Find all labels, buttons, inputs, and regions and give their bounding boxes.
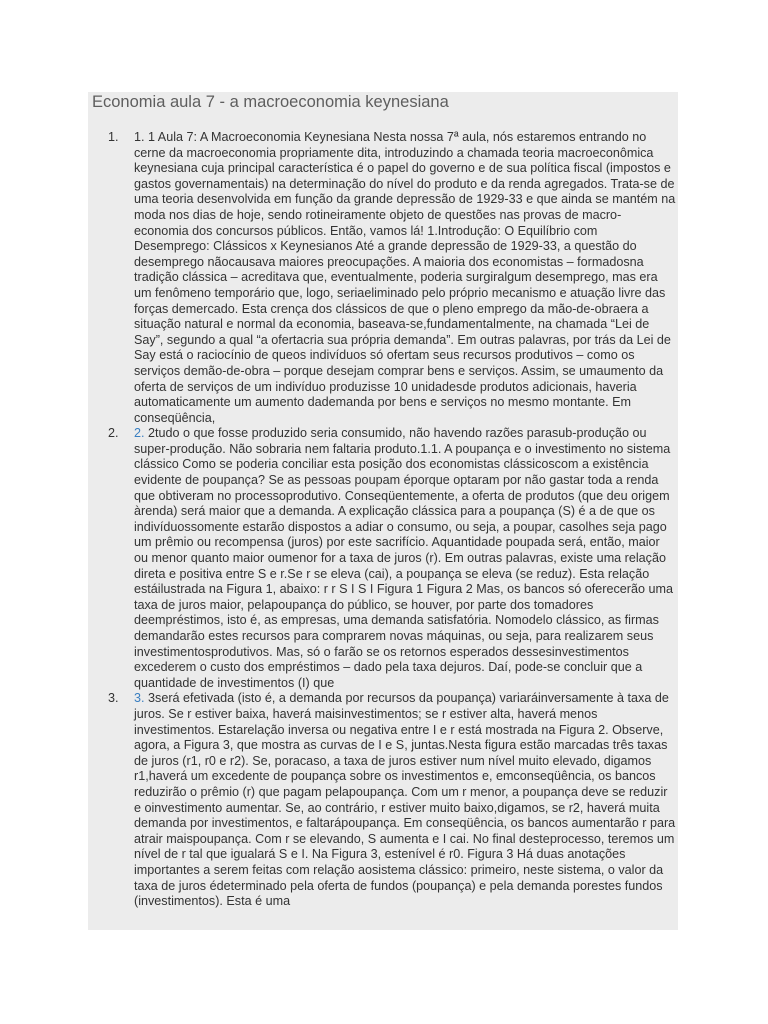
item-text: 1. 1 Aula 7: A Macroeconomia Keynesiana Nesta nossa 7ª aula, nós estaremos entrando no cerne da macroeconomia propriamente dita, introduzindo a chamada teoria macroeconômica keynesiana cuja principal característica é o papel do governo e de sua política fiscal (impostos e gastos governamentais) na determinação do nível do produto e da renda agregados. Trata-se de uma teoria desenvolvida em função da grande depressão de 1929-33 e que ainda se mantém na moda nos dias de hoje, sendo rotineiramente objeto de questões nas provas de macro- economia dos concursos públicos. Então, vamos lá! 1.Introdução: O Equilíbrio com Desemprego: Clássicos x Keynesianos Até a grande depressão de 1929-33, a questão do desemprego nãocausava maiores preocupações. A maioria dos economistas – formadosna tradição clássica – acreditava que, eventualmente, poderia surgiralgum desemprego, mas era um fenômeno temporário que, logo, seriaeliminado pelo próprio mecanismo e atuação livre das forças demercado. Esta crença dos clássicos de que o pleno emprego da mão-de-obraera a situação natural e normal da economia, baseava-se,fundamentalmente, na chamada “Lei de Say”, segundo a qual “a ofertacria sua própria demanda”. Em outras palavras, por trás da Lei de Say está o raciocínio de queos indivíduos só ofertam seus recursos produtivos – como os serviços demão-de-obra – porque desejam comprar bens e serviços. Assim, se umaumento da oferta de serviços de um indivíduo produzisse 10 unidadesde produtos adicionais, haveria automaticamente um aumento dademanda por bens e serviços no mesmo montante. Em conseqüência, <box>134 130 676 425</box>
item-number: 1. <box>108 130 119 144</box>
item-text: 2tudo o que fosse produzido seria consumido, não havendo razões parasub-produção ou super-produção. Não sobraria nem faltaria produto.1.1. A poupança e o investimento no sistema clássico Como se poderia conciliar esta posição dos economistas clássicoscom a existência evidente de poupança? Se as pessoas poupam éporque optaram por não gastar toda a renda que obtiveram no processoprodutivo. Conseqüentemente, a oferta de produtos (que deu origem àrenda) será maior que a demanda. A explicação clássica para a poupança (S) é a de que os indivíduossomente estarão dispostos a adiar o consumo, ou seja, a poupar, casolhes seja pago um prêmio ou recompensa (juros) por este sacrifício. Aquantidade poupada será, então, maior ou menor quanto maior oumenor for a taxa de juros (r). Em outras palavras, existe uma relação direta e positiva entre S e r.Se r se eleva (cai), a poupança se eleva (se reduz). Esta relação estáilustrada na Figura 1, abaixo: r r S I S I Figura 1 Figura 2 Mas, os bancos só oferecerão uma taxa de juros maior, pelapoupança do público, se houver, por parte dos tomadores deempréstimos, isto é, as empresas, uma demanda satisfatória. Nomodelo clássico, as firmas demandarão estes recursos para comprarem novas máquinas, ou seja, para realizarem seus investimentosprodutivos. Mas, só o farão se os retornos esperados dessesinvestimentos excederem o custo dos empréstimos – dado pela taxa dejuros. Daí, pode-se concluir que a quantidade de investimentos (I) que <box>134 426 673 690</box>
page-title: Economia aula 7 - a macroeconomia keynesiana <box>92 93 449 111</box>
list-item <box>108 691 676 909</box>
document-panel <box>88 92 678 930</box>
list-item <box>108 130 676 426</box>
page-link[interactable]: 2. <box>134 426 145 441</box>
item-number: 3. <box>108 691 119 706</box>
page-link[interactable]: 3. <box>134 691 145 706</box>
item-number: 2. <box>108 426 119 441</box>
list-item <box>108 426 676 691</box>
content-list <box>108 130 676 910</box>
item-text: 3será efetivada (isto é, a demanda por recursos da poupança) variaráinversamente à taxa de juros. Se r estiver baixa, haverá maisinvestimentos; se r estiver alta, haverá menos investimentos. Estarelação inversa ou negativa entre I e r está mostrada na Figura 2. Observe, agora, a Figura 3, que mostra as curvas de I e S, juntas.Nesta figura estão marcadas três taxas de juros (r1, r0 e r2). Se, poracaso, a taxa de juros estiver num nível muito elevado, digamos r1,haverá um excedente de poupança sobre os investimentos e, emconseqüência, os bancos reduzirão o prêmio (r) que pagam pelapoupança. Com um r menor, a poupança deve se reduzir e oinvestimento aumentar. Se, ao contrário, r estiver muito baixo,digamos, se r2, haverá muita demanda por investimentos, e faltarápoupança. Em conseqüência, os bancos aumentarão r para atrair maispoupança. Com r se elevando, S aumenta e I cai. No final desteprocesso, teremos um nível de r tal que igualará S e I. Na Figura 3, estenível é r0. Figura 3 Há duas anotações importantes a serem feitas com relação aosistema clássico: primeiro, neste sistema, o valor da taxa de juros édeterminado pela oferta de fundos (poupança) e pela demanda porestes fundos (investimentos). Esta é uma <box>134 691 676 909</box>
